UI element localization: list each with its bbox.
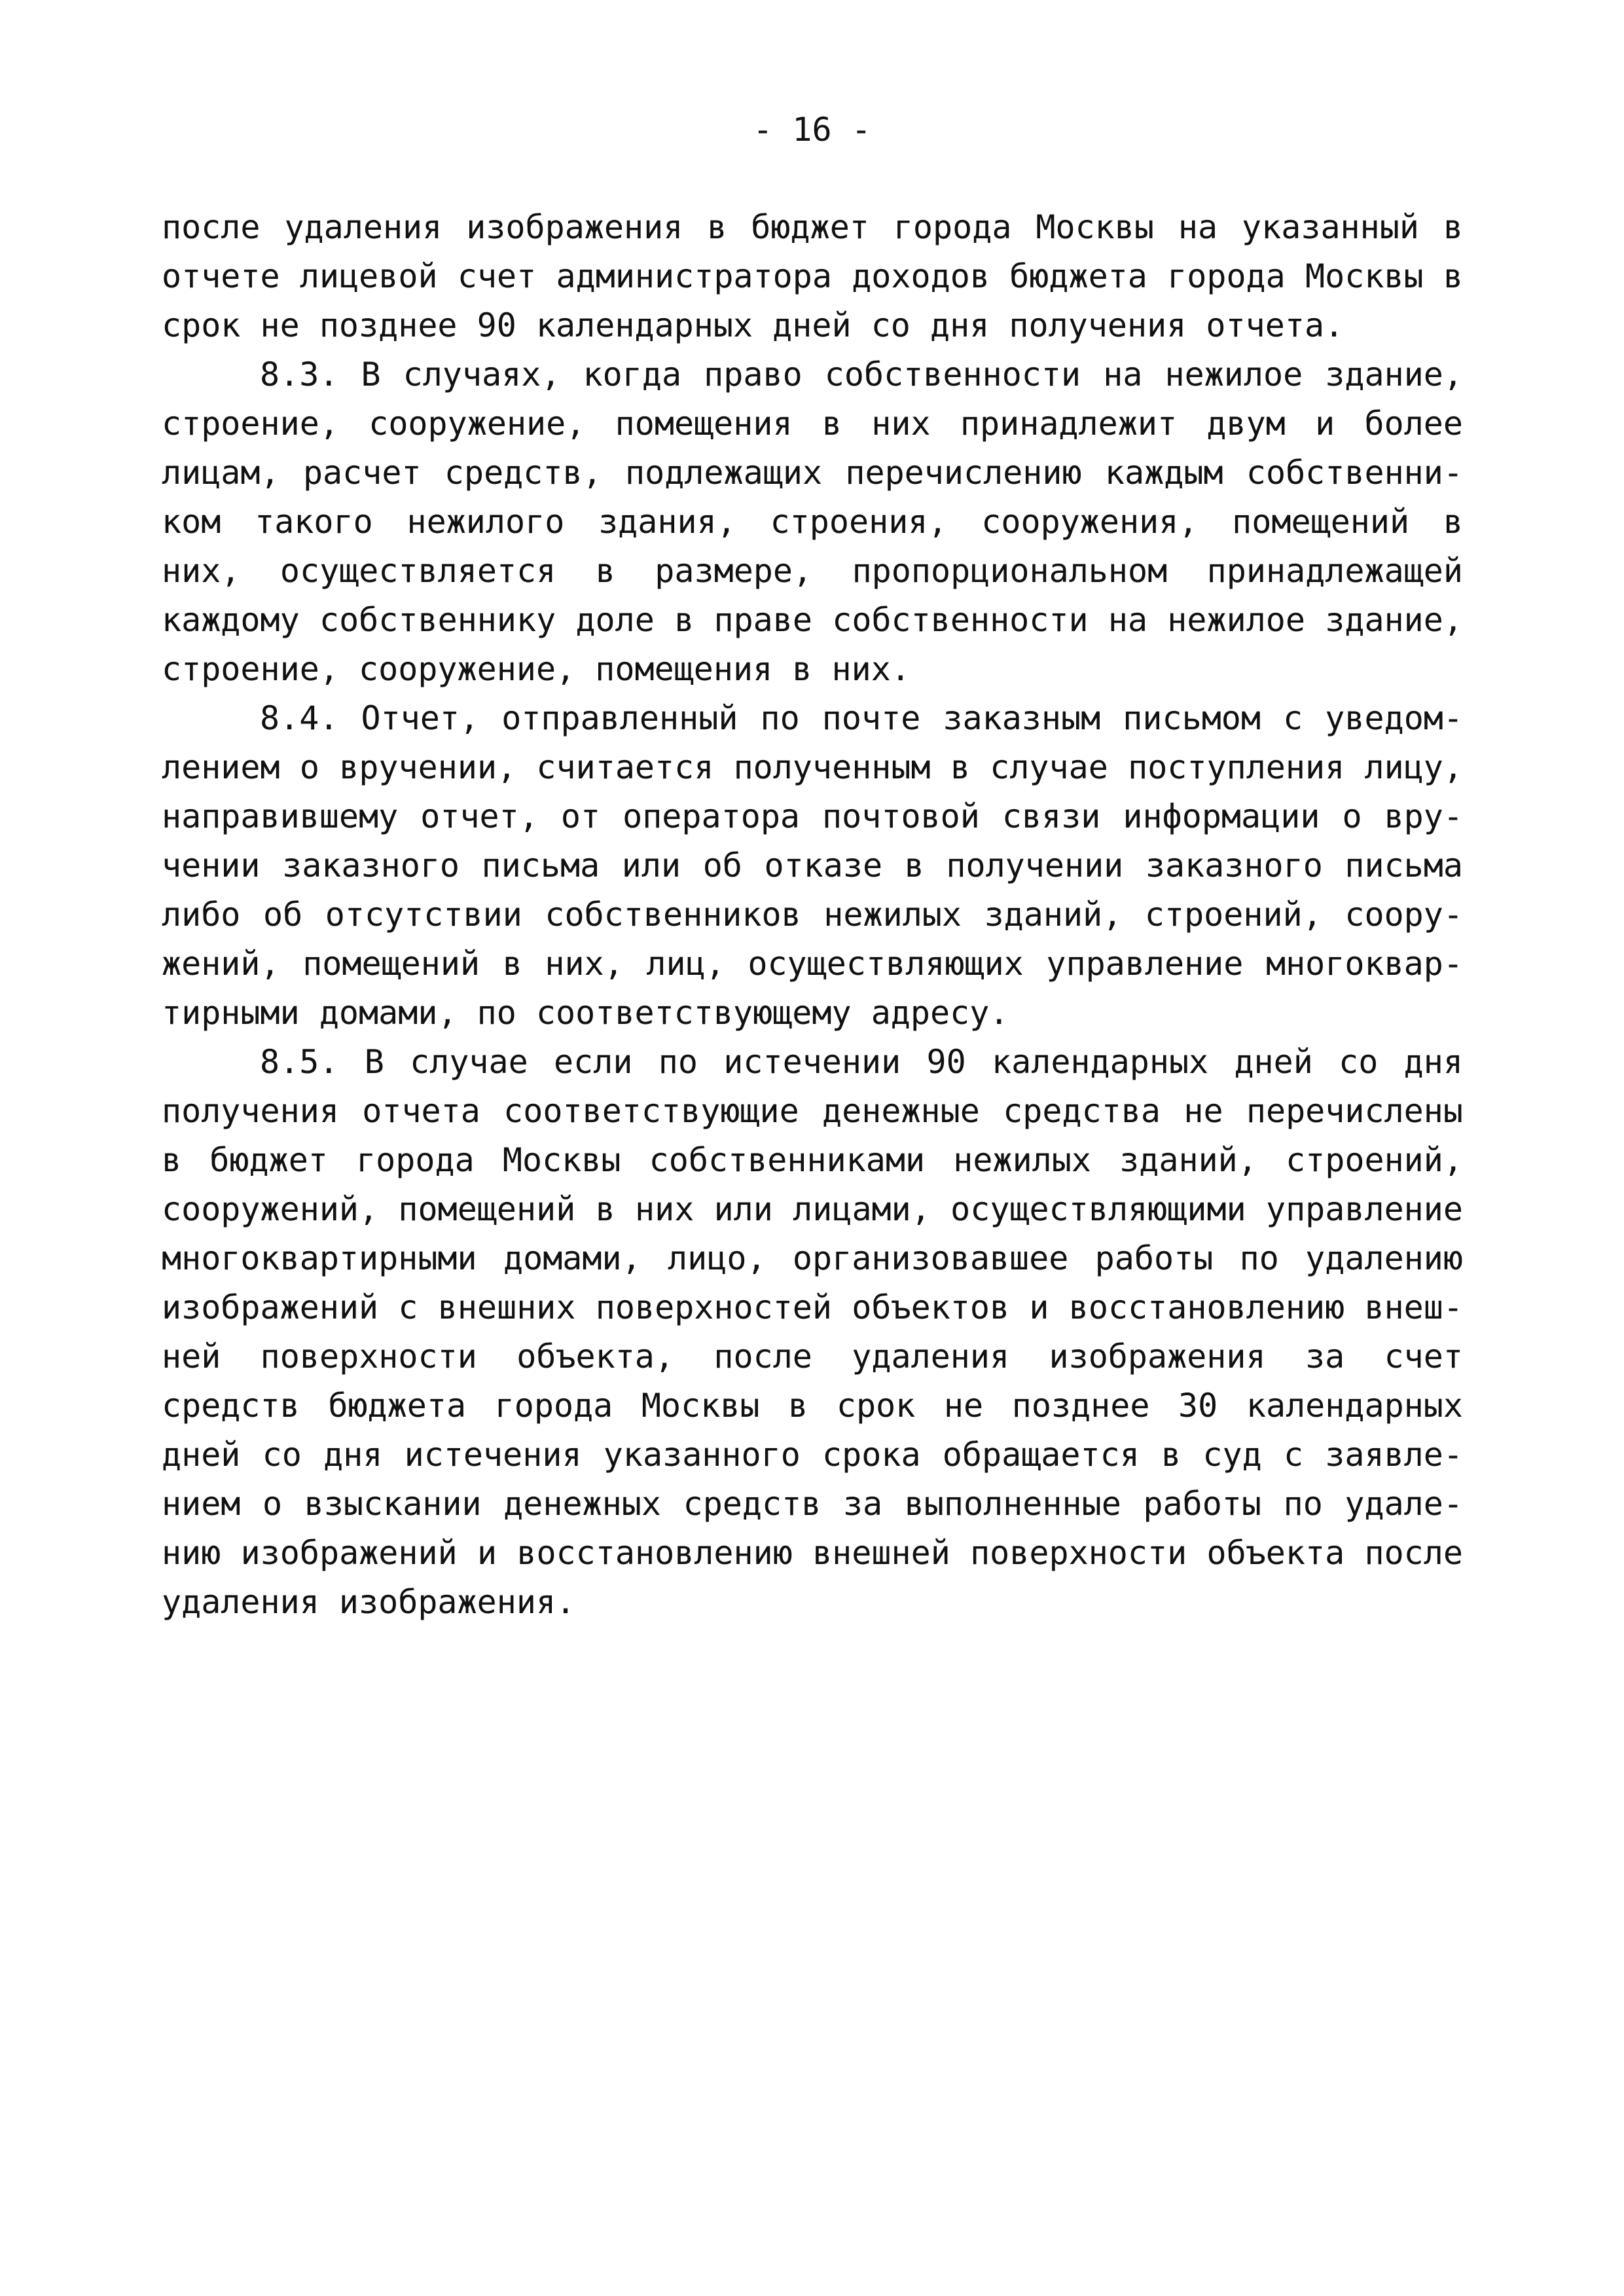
text-line: срок не позднее 90 календарных дней со дня получения отчета. xyxy=(162,306,1344,344)
text-line: лицам, расчет средств, подлежащих перечислению каждым собственни- xyxy=(162,454,1463,492)
text-line: сооружений, помещений в них или лицами, осуществляющими управление xyxy=(162,1190,1463,1228)
text-line: изображений с внешних поверхностей объектов и восстановлению внеш- xyxy=(162,1288,1463,1326)
text-line: в бюджет города Москвы собственниками нежилых зданий, строений, xyxy=(162,1141,1463,1179)
text-line: получения отчета соответствующие денежные средства не перечислены xyxy=(162,1092,1463,1130)
text-line: лением о вручении, считается полученным в случае поступления лицу, xyxy=(162,748,1463,786)
body-text xyxy=(162,203,1463,1627)
text-line: направившему отчет, от оператора почтовой связи информации о вру- xyxy=(162,797,1463,835)
page-number: - 16 - xyxy=(753,111,871,149)
text-line: жений, помещений в них, лиц, осуществляющих управление многоквар- xyxy=(162,945,1463,983)
text-line: 8.5. В случае если по истечении 90 календарных дней со дня xyxy=(260,1043,1463,1081)
text-line: либо об отсутствии собственников нежилых зданий, строений, соору- xyxy=(162,896,1463,934)
text-line: каждому собственнику доле в праве собственности на нежилое здание, xyxy=(162,601,1463,639)
text-line: нию изображений и восстановлению внешней поверхности объекта после xyxy=(162,1534,1463,1572)
text-line: отчете лицевой счет администратора доходов бюджета города Москвы в xyxy=(162,257,1463,295)
text-line: строение, сооружение, помещения в них. xyxy=(162,650,911,688)
text-line: многоквартирными домами, лицо, организовавшее работы по удалению xyxy=(162,1239,1463,1277)
text-line: строение, сооружение, помещения в них принадлежит двум и более xyxy=(162,405,1463,443)
text-line: нием о взыскании денежных средств за выполненные работы по удале- xyxy=(162,1485,1463,1523)
text-line: тирными домами, по соответствующему адресу. xyxy=(162,994,1009,1032)
text-line: чении заказного письма или об отказе в получении заказного письма xyxy=(162,847,1463,884)
text-line: дней со дня истечения указанного срока обращается в суд с заявле- xyxy=(162,1436,1463,1474)
text-line: средств бюджета города Москвы в срок не позднее 30 календарных xyxy=(162,1387,1463,1425)
text-line: 8.4. Отчет, отправленный по почте заказным письмом с уведом- xyxy=(260,699,1463,737)
text-line: ней поверхности объекта, после удаления изображения за счет xyxy=(162,1338,1463,1376)
text-line: после удаления изображения в бюджет города Москвы на указанный в xyxy=(162,208,1463,246)
text-line: них, осуществляется в размере, пропорциональном принадлежащей xyxy=(162,552,1463,590)
text-line: 8.3. В случаях, когда право собственности на нежилое здание, xyxy=(260,355,1463,393)
text-line: ком такого нежилого здания, строения, сооружения, помещений в xyxy=(162,503,1463,541)
text-line: удаления изображения. xyxy=(162,1583,576,1621)
